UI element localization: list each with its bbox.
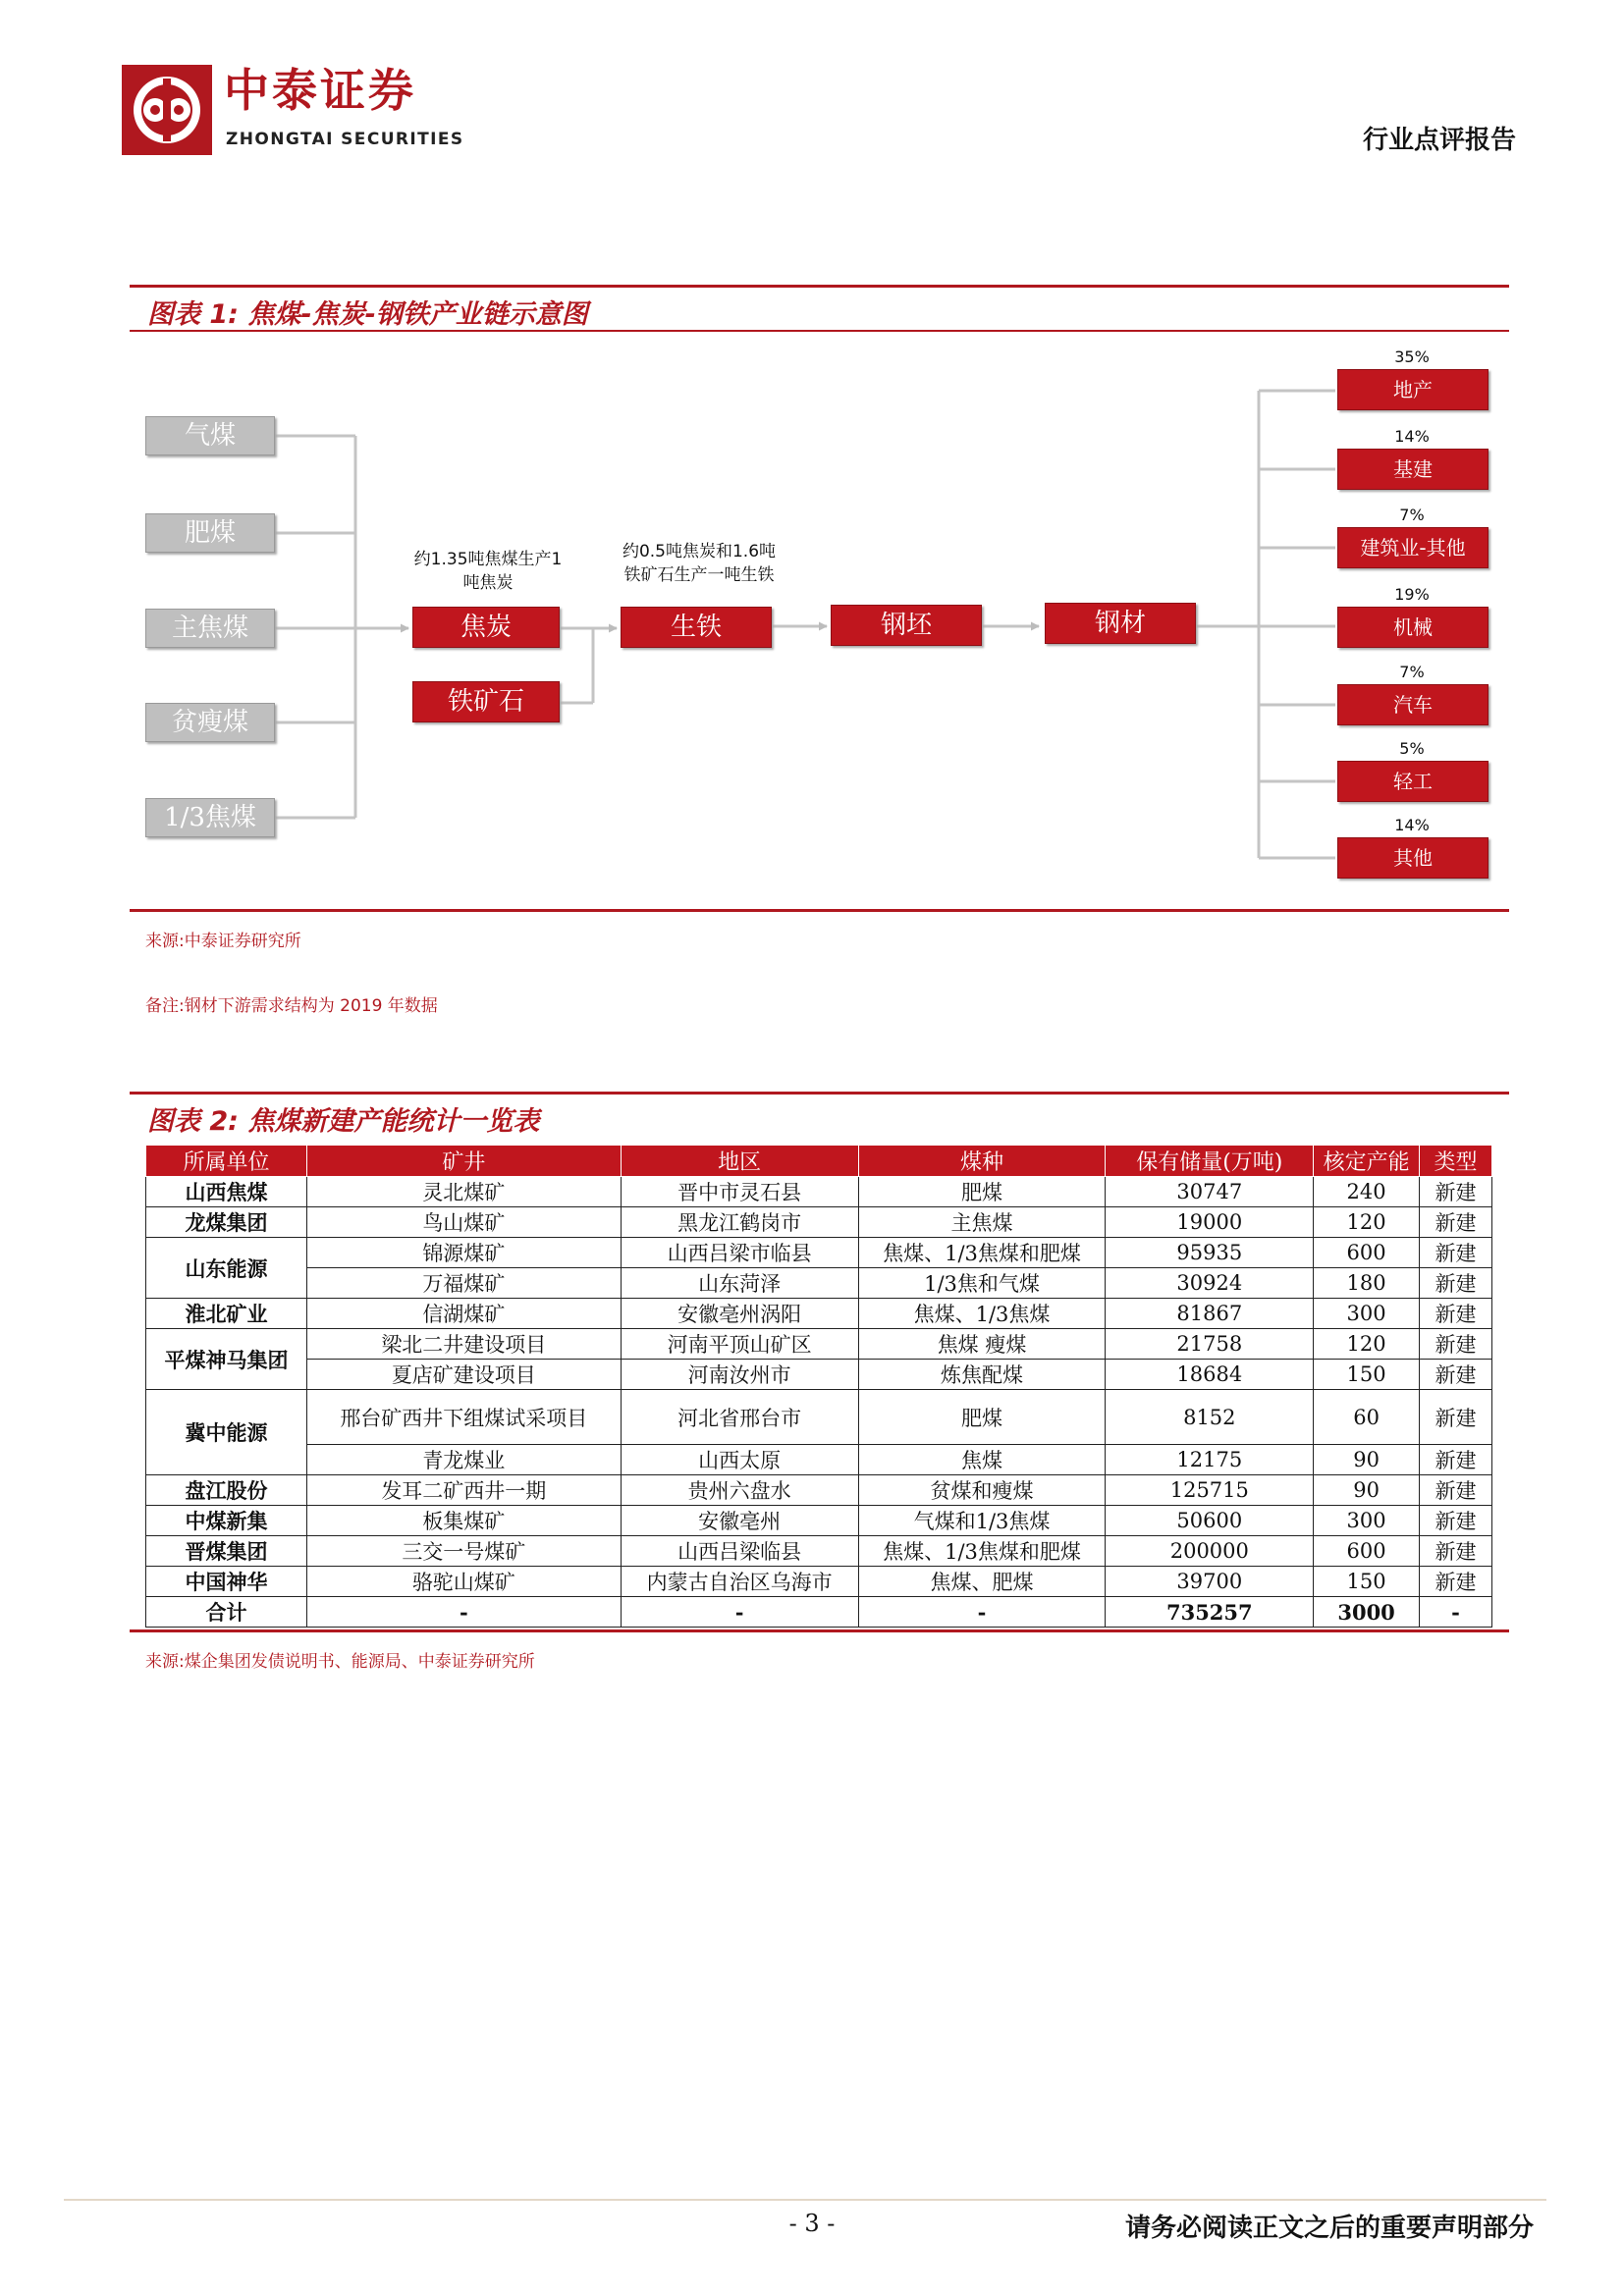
coal-cell: 主焦煤 [858,1207,1106,1238]
table-row [146,1475,1492,1506]
output-pct-auto: 7% [1399,663,1425,681]
table-row [146,1177,1492,1207]
chain-iron-ore: 铁矿石 [412,681,560,722]
unit-cell: 中国神华 [146,1567,307,1597]
input-prime-coking-coal: 主焦煤 [145,609,275,648]
figure1-remark: 备注:钢材下游需求结构为 2019 年数据 [145,996,438,1016]
capacity-cell: 180 [1314,1268,1420,1299]
region-cell: 河南汝州市 [621,1360,858,1390]
region-cell: 晋中市灵石县 [621,1177,858,1207]
output-pct-light-industry: 5% [1399,739,1425,758]
reserve-cell: 50600 [1106,1506,1314,1536]
type-cell: 新建 [1420,1567,1492,1597]
total-type-cell: - [1420,1597,1492,1628]
table-row [146,1329,1492,1360]
region-cell: 河南平顶山矿区 [621,1329,858,1360]
figure2-top-rule [130,1092,1509,1095]
input-one-third-coking-coal: 1/3焦煤 [145,798,275,837]
total-reserve-cell: 735257 [1106,1597,1314,1628]
iron-ratio-note [601,540,797,587]
input-lean-coal: 贫瘦煤 [145,703,275,742]
page-number: - 3 - [788,2210,836,2237]
unit-cell: 龙煤集团 [146,1207,307,1238]
output-pct-machinery: 19% [1394,585,1430,604]
region-cell: 贵州六盘水 [621,1475,858,1506]
region-cell: 安徽亳州 [621,1506,858,1536]
mine-cell: 锦源煤矿 [306,1238,621,1268]
iron-ratio-note-line2: 铁矿石生产一吨生铁 [623,565,775,585]
mine-cell: 鸟山煤矿 [306,1207,621,1238]
figure1-title: 图表 1: 焦煤-焦炭-钢铁产业链示意图 [147,299,588,330]
mine-cell: 梁北二井建设项目 [306,1329,621,1360]
reserve-cell: 81867 [1106,1299,1314,1329]
table-row [146,1207,1492,1238]
type-cell: 新建 [1420,1360,1492,1390]
table-row [146,1536,1492,1567]
mine-cell: 三交一号煤矿 [306,1536,621,1567]
type-cell: 新建 [1420,1445,1492,1475]
table-row [146,1445,1492,1475]
figure1-bottom-rule [130,909,1509,912]
chain-pig-iron: 生铁 [621,607,772,648]
table-row [146,1360,1492,1390]
type-cell: 新建 [1420,1268,1492,1299]
region-cell: 山西太原 [621,1445,858,1475]
reserve-cell: 21758 [1106,1329,1314,1360]
coal-cell: 肥煤 [858,1177,1106,1207]
reserve-cell: 200000 [1106,1536,1314,1567]
region-cell: 山东菏泽 [621,1268,858,1299]
table-row [146,1238,1492,1268]
output-pct-construction-other: 7% [1399,506,1425,524]
table-total-row [146,1597,1492,1628]
capacity-cell: 120 [1314,1207,1420,1238]
reserve-cell: 30924 [1106,1268,1314,1299]
col-header-reserve: 保有储量(万吨) [1106,1146,1314,1177]
coal-cell: 焦煤 瘦煤 [858,1329,1106,1360]
mine-cell: 邢台矿西井下组煤试采项目 [306,1390,621,1445]
chain-steel-product: 钢材 [1045,603,1196,644]
col-header-region: 地区 [621,1146,858,1177]
unit-cell: 中煤新集 [146,1506,307,1536]
unit-cell: 平煤神马集团 [146,1329,307,1390]
capacity-cell: 600 [1314,1238,1420,1268]
output-pct-other: 14% [1394,816,1430,834]
output-pct-property: 35% [1394,347,1430,366]
output-auto: 汽车 [1337,684,1489,725]
input-gas-coal: 气煤 [145,416,275,455]
region-cell: 山西吕梁临县 [621,1536,858,1567]
capacity-cell: 600 [1314,1536,1420,1567]
region-cell: 河北省邢台市 [621,1390,858,1445]
company-name-cn: 中泰证券 [224,64,416,117]
disclaimer-text: 请务必阅读正文之后的重要声明部分 [1124,2214,1534,2243]
capacity-cell: 90 [1314,1475,1420,1506]
type-cell: 新建 [1420,1475,1492,1506]
mine-cell: 骆驼山煤矿 [306,1567,621,1597]
mine-cell: 青龙煤业 [306,1445,621,1475]
mine-cell: 板集煤矿 [306,1506,621,1536]
total-capacity-cell: 3000 [1314,1597,1420,1628]
unit-cell: 淮北矿业 [146,1299,307,1329]
unit-cell: 冀中能源 [146,1390,307,1475]
figure2-title: 图表 2: 焦煤新建产能统计一览表 [147,1106,540,1137]
table-row [146,1506,1492,1536]
reserve-cell: 125715 [1106,1475,1314,1506]
table-header-row [146,1146,1492,1177]
iron-ratio-note-line1: 约0.5吨焦炭和1.6吨 [622,542,777,561]
total-label-cell: 合计 [146,1597,307,1628]
coal-cell: 焦煤 [858,1445,1106,1475]
type-cell: 新建 [1420,1390,1492,1445]
type-cell: 新建 [1420,1299,1492,1329]
reserve-cell: 30747 [1106,1177,1314,1207]
reserve-cell: 19000 [1106,1207,1314,1238]
coal-cell: 气煤和1/3焦煤 [858,1506,1106,1536]
capacity-cell: 300 [1314,1299,1420,1329]
region-cell: 山西吕梁市临县 [621,1238,858,1268]
output-other: 其他 [1337,837,1489,879]
table-row [146,1567,1492,1597]
capacity-cell: 300 [1314,1506,1420,1536]
coal-cell: 肥煤 [858,1390,1106,1445]
total-region-cell: - [621,1597,858,1628]
coal-cell: 贫煤和瘦煤 [858,1475,1106,1506]
chain-coke: 焦炭 [412,607,560,648]
col-header-unit: 所属单位 [146,1146,307,1177]
table-row [146,1390,1492,1445]
capacity-cell: 240 [1314,1177,1420,1207]
type-cell: 新建 [1420,1238,1492,1268]
coal-cell: 焦煤、肥煤 [858,1567,1106,1597]
type-cell: 新建 [1420,1506,1492,1536]
unit-cell: 盘江股份 [146,1475,307,1506]
coal-cell: 1/3焦和气煤 [858,1268,1106,1299]
col-header-capacity: 核定产能 [1314,1146,1420,1177]
total-coal-cell: - [858,1597,1106,1628]
coal-cell: 焦煤、1/3焦煤 [858,1299,1106,1329]
type-cell: 新建 [1420,1536,1492,1567]
capacity-cell: 90 [1314,1445,1420,1475]
chain-steel-billet: 钢坯 [831,605,982,646]
figure1-source: 来源:中泰证券研究所 [145,932,301,951]
coke-ratio-note-line1: 约1.35吨焦煤生产1 [413,550,563,569]
capacity-cell: 150 [1314,1567,1420,1597]
output-property: 地产 [1337,369,1489,410]
output-infrastructure: 基建 [1337,449,1489,490]
region-cell: 安徽亳州涡阳 [621,1299,858,1329]
mine-cell: 发耳二矿西井一期 [306,1475,621,1506]
mine-cell: 灵北煤矿 [306,1177,621,1207]
report-type: 行业点评报告 [1362,126,1516,155]
capacity-table [145,1145,1492,1628]
total-mine-cell: - [306,1597,621,1628]
table-row [146,1268,1492,1299]
region-cell: 内蒙古自治区乌海市 [621,1567,858,1597]
capacity-cell: 150 [1314,1360,1420,1390]
mine-cell: 信湖煤矿 [306,1299,621,1329]
type-cell: 新建 [1420,1207,1492,1238]
coal-cell: 焦煤、1/3焦煤和肥煤 [858,1238,1106,1268]
table-row [146,1299,1492,1329]
output-pct-infrastructure: 14% [1394,427,1430,446]
mine-cell: 万福煤矿 [306,1268,621,1299]
mine-cell: 夏店矿建设项目 [306,1360,621,1390]
reserve-cell: 95935 [1106,1238,1314,1268]
unit-cell: 晋煤集团 [146,1536,307,1567]
coal-cell: 焦煤、1/3焦煤和肥煤 [858,1536,1106,1567]
coke-ratio-note-line2: 吨焦炭 [462,573,514,593]
col-header-type: 类型 [1420,1146,1492,1177]
footer-rule [64,2199,1546,2201]
col-header-coal-type: 煤种 [858,1146,1106,1177]
capacity-cell: 120 [1314,1329,1420,1360]
unit-cell: 山西焦煤 [146,1177,307,1207]
type-cell: 新建 [1420,1177,1492,1207]
reserve-cell: 8152 [1106,1390,1314,1445]
reserve-cell: 12175 [1106,1445,1314,1475]
reserve-cell: 18684 [1106,1360,1314,1390]
capacity-cell: 60 [1314,1390,1420,1445]
unit-cell: 山东能源 [146,1238,307,1299]
coal-cell: 炼焦配煤 [858,1360,1106,1390]
type-cell: 新建 [1420,1329,1492,1360]
input-fat-coal: 肥煤 [145,513,275,553]
figure2-bottom-rule [130,1629,1509,1632]
region-cell: 黑龙江鹤岗市 [621,1207,858,1238]
output-machinery: 机械 [1337,607,1489,648]
figure2-source: 来源:煤企集团发债说明书、能源局、中泰证券研究所 [145,1652,535,1672]
output-light-industry: 轻工 [1337,761,1489,802]
col-header-mine: 矿井 [306,1146,621,1177]
coke-ratio-note [385,548,591,595]
company-name-en: ZHONGTAI SECURITIES [226,130,464,149]
reserve-cell: 39700 [1106,1567,1314,1597]
output-construction-other: 建筑业-其他 [1337,527,1489,568]
